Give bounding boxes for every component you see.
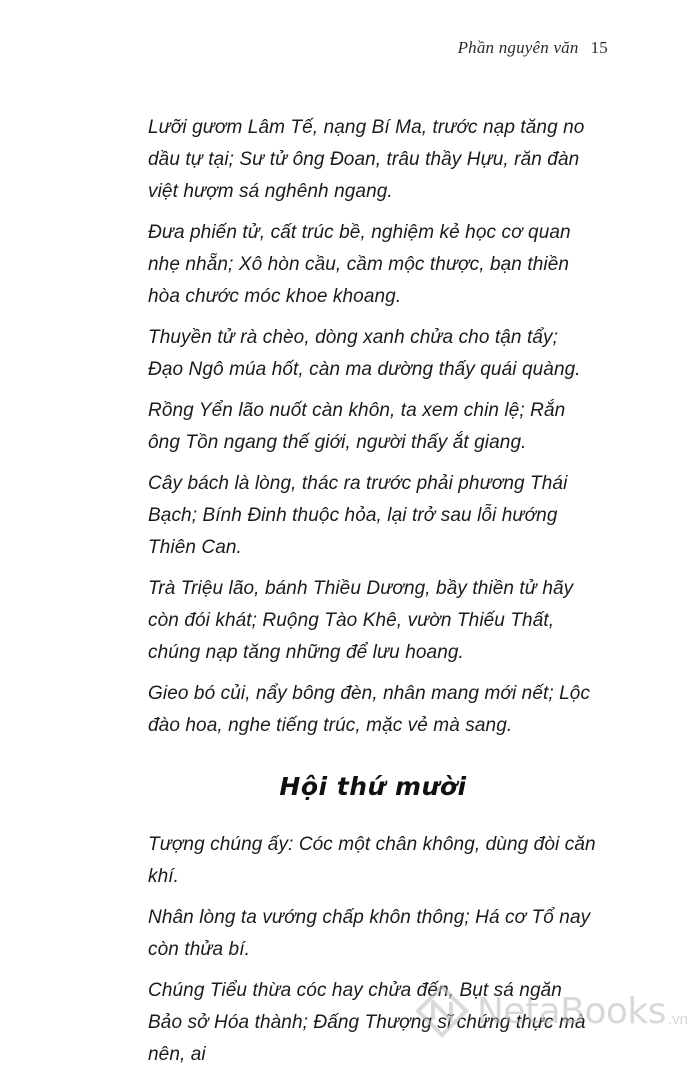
- section-heading: Hội thứ mười: [279, 772, 467, 801]
- paragraph: Cây bách là lòng, thác ra trước phải phương Thái Bạch; Bính Đinh thuộc hỏa, lại trở sau lỗi hướng Thiên Can.: [148, 473, 568, 558]
- running-header: [458, 38, 608, 58]
- watermark-brand: NetaBooks: [476, 990, 666, 1032]
- neta-logo-icon: [415, 984, 469, 1038]
- watermark-suffix: .vn: [667, 1011, 688, 1028]
- page-content: [148, 112, 598, 1080]
- watermark: [415, 984, 688, 1038]
- paragraph: Tượng chúng ấy: Cóc một chân không, dùng đòi căn khí.: [148, 834, 596, 887]
- paragraph: Gieo bó củi, nẩy bông đèn, nhân mang mới nết; Lộc đào hoa, nghe tiếng trúc, mặc vẻ mà sang.: [148, 683, 591, 736]
- paragraph: Lưỡi gươm Lâm Tế, nạng Bí Ma, trước nạp tăng no dầu tự tại; Sư tử ông Đoan, trâu thầy Hựu, răn đàn việt hượm sá nghênh ngang.: [148, 117, 585, 202]
- paragraph: Rồng Yển lão nuốt càn khôn, ta xem chin lệ; Rắn ông Tồn ngang thế giới, người thấy ắt giang.: [148, 400, 566, 453]
- chapter-title: Phần nguyên văn: [457, 38, 579, 57]
- paragraph: Đưa phiến tử, cất trúc bề, nghiệm kẻ học cơ quan nhẹ nhẵn; Xô hòn cầu, cầm mộc thược, bạn thiền hòa chước móc khoe khoang.: [148, 222, 571, 307]
- paragraph: Chúng Tiểu thừa cóc hay chửa đến, Bụt sá ngăn Bảo sở Hóa thành; Đấng Thượng sĩ chứng thực mà nên, ai: [148, 980, 586, 1065]
- page-number: 15: [590, 38, 608, 57]
- paragraph: Thuyền tử rà chèo, dòng xanh chửa cho tận tẩy; Đạo Ngô múa hốt, càn ma dường thấy quái quàng.: [148, 327, 581, 380]
- paragraph: Nhân lòng ta vướng chấp khôn thông; Há cơ Tổ nay còn thửa bí.: [148, 907, 591, 960]
- paragraph: Trà Triệu lão, bánh Thiều Dương, bầy thiền tử hãy còn đói khát; Ruộng Tào Khê, vườn Thiếu Thất, chúng nạp tăng những để lưu hoang.: [148, 578, 574, 663]
